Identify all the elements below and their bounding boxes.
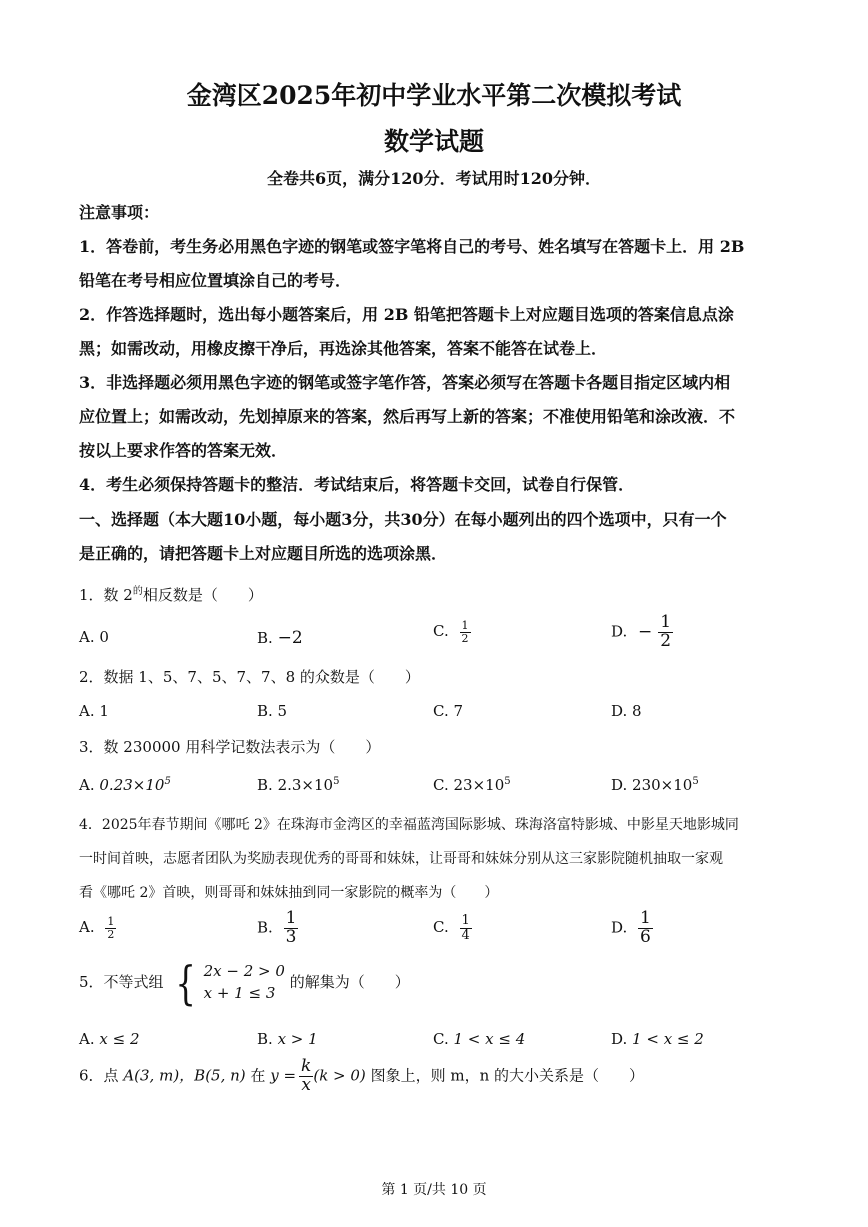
- q2-option-a: A. 1: [79, 702, 109, 720]
- exam-title: 金湾区2025年初中学业水平第二次模拟考试: [186, 81, 682, 110]
- q5-option-d: D. 1 < x ≤ 2: [611, 1030, 704, 1048]
- q2-option-c: C. 7: [433, 702, 464, 720]
- notes-line: 2．作答选择题时，选出每小题答案后，用 2B 铅笔把答题卡上对应题目选项的答案信息点涂: [79, 305, 734, 324]
- q4-option-b: B. $\frac{1}{3}$: [257, 908, 297, 947]
- exam-info: 全卷共6页，满分120分．考试用时120分钟．: [267, 169, 601, 188]
- notes-line: 3．非选择题必须用黑色字迹的钢笔或签字笔作答，答案必须写在答题卡各题目指定区域内相: [79, 373, 731, 392]
- notes-line: 1．答卷前，考生务必用黑色字迹的钢笔或签字笔将自己的考号、姓名填写在答题卡上．用 2B: [79, 237, 745, 256]
- q4-option-c: C. $\frac{1}{4}$: [433, 913, 470, 943]
- question-4-stem: 看《哪吒 2》首映，则哥哥和妹妹抽到同一家影院的概率为（ ）: [79, 885, 499, 901]
- notes-heading: 注意事项：: [79, 203, 160, 222]
- q5-option-b: B. x > 1: [257, 1030, 318, 1048]
- q1-option-b: B. −2: [257, 628, 303, 648]
- section-heading: 是正确的，请把答题卡上对应题目所选的选项涂黑．: [79, 544, 448, 563]
- q1-option-d: D. − $\frac{1}{2}$: [611, 612, 672, 651]
- q2-option-d: D. 8: [611, 702, 642, 720]
- question-4-stem: 4．2025年春节期间《哪吒 2》在珠海市金湾区的幸福蓝湾国际影城、珠海洛富特影城、中影星天地影城同: [79, 817, 739, 833]
- question-4-stem: 一时间首映，志愿者团队为奖励表现优秀的哥哥和妹妹，让哥哥和妹妹分别从这三家影院随机抽取一家观: [79, 851, 723, 867]
- q1-option-a: A. 0: [79, 628, 109, 646]
- page-footer: 第 1 页/共 10 页: [381, 1182, 487, 1198]
- q5-option-c: C. 1 < x ≤ 4: [433, 1030, 526, 1048]
- q3-option-d: D. $230\times 10^5$: [611, 776, 699, 794]
- q3-option-c: C. $23\times 10^5$: [433, 776, 511, 794]
- notes-line: 应位置上；如需改动，先划掉原来的答案，然后再写上新的答案；不准使用铅笔和涂改液．不: [79, 407, 736, 426]
- q2-option-b: B. 5: [257, 702, 288, 720]
- q3-option-b: B. $2.3\times 10^5$: [257, 776, 340, 794]
- section-heading: 一、选择题（本大题10小题，每小题3分，共30分）在每小题列出的四个选项中，只有一个: [79, 510, 727, 529]
- q5-option-a: A. x ≤ 2: [79, 1030, 140, 1048]
- inequality-system: { 2x − 2 > 0 x + 1 ≤ 3: [175, 956, 285, 1010]
- notes-line: 铅笔在考号相应位置填涂自己的考号．: [79, 271, 352, 290]
- question-1-stem: 1．数 $2^的$相反数是（ ）: [79, 586, 263, 604]
- question-3-stem: 3．数 230000 用科学记数法表示为（ ）: [79, 738, 381, 756]
- question-5-stem: 5．不等式组 { 2x − 2 > 0 x + 1 ≤ 3 的解集为（ ）: [79, 956, 410, 1010]
- q4-option-a: A. $\frac{1}{2}$: [79, 915, 115, 941]
- q3-option-a: A. $0.23\times 10^5$: [79, 776, 171, 794]
- question-6-stem: 6．点 A(3, m)，B(5, n) 在 y = $\frac{k}{x}$ (k > 0) 图象上，则 m，n 的大小关系是（ ）: [79, 1056, 645, 1095]
- notes-line: 按以上要求作答的答案无效．: [79, 441, 288, 460]
- exam-subtitle: 数学试题: [383, 127, 484, 156]
- q1-option-c: C. $\frac{1}{2}$: [433, 619, 469, 645]
- question-2-stem: 2．数据 1、5、7、5、7、7、8 的众数是（ ）: [79, 668, 420, 686]
- notes-line: 4．考生必须保持答题卡的整洁．考试结束后，将答题卡交回，试卷自行保管．: [79, 475, 635, 494]
- q4-option-d: D. $\frac{1}{6}$: [611, 908, 651, 947]
- notes-line: 黑；如需改动，用橡皮擦干净后，再选涂其他答案，答案不能答在试卷上．: [79, 339, 608, 358]
